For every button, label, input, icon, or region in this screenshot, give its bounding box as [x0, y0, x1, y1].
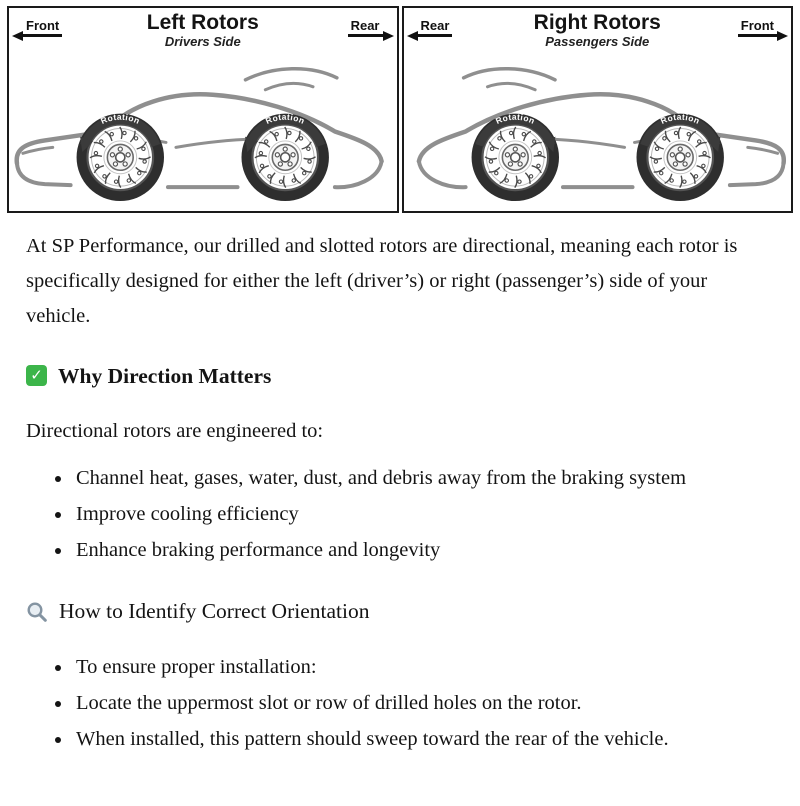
bullet-item: • Improve cooling efficiency	[73, 497, 736, 532]
right-arrow-icon	[777, 31, 788, 41]
orientation-bullet-list	[26, 650, 774, 757]
magnifier-icon	[26, 601, 48, 623]
page	[0, 6, 800, 806]
section-heading-why-direction-matters	[26, 358, 774, 395]
direction-label-text: Rear	[350, 18, 380, 33]
panel-subtitle: Passengers Side	[545, 34, 650, 50]
bullet-item: • When installed, this pattern should sweep toward the rear of the vehicle.	[73, 722, 736, 757]
section-heading-identify-orientation	[26, 593, 774, 630]
panel-left-header	[9, 8, 397, 54]
check-glyph: ✓	[30, 366, 43, 385]
rear-wheel-rotor	[241, 112, 328, 201]
car-body-mirrored	[418, 69, 783, 201]
rotation-label: Rotation	[263, 111, 307, 127]
intro-paragraph: At SP Performance, our drilled and slotted rotors are directional, meaning each rotor is specifically designed for either the left (driver’s) or right (passenger’s) side of your vehicle.	[26, 234, 738, 327]
section-heading-text: Why Direction Matters	[58, 363, 272, 388]
bullet-item: • Locate the uppermost slot or row of drilled holes on the rotor.	[73, 686, 736, 721]
rotation-label: Rotation	[658, 111, 702, 127]
rotation-label: Rotation	[99, 111, 142, 127]
front-direction-label	[23, 18, 62, 37]
benefits-bullet-list	[26, 461, 774, 568]
front-wheel-rotor	[77, 112, 164, 201]
bullet-item: • To ensure proper installation:	[73, 650, 736, 685]
bullet-item: • Enhance braking performance and longevity	[73, 533, 736, 568]
rotation-label: Rotation	[493, 111, 537, 127]
section-heading-text: How to Identify Correct Orientation	[59, 599, 370, 624]
diagram-panel-left	[7, 6, 399, 213]
left-arrow-icon	[407, 31, 418, 41]
right-arrow-icon	[383, 31, 394, 41]
front-direction-label	[738, 18, 777, 37]
direction-label-text: Front	[26, 18, 60, 33]
panel-subtitle: Drivers Side	[164, 34, 241, 50]
rotor-direction-diagram	[7, 6, 793, 213]
check-icon	[26, 365, 47, 386]
bullet-item: • Channel heat, gases, water, dust, and debris away from the braking system	[73, 461, 736, 496]
lead-paragraph: Directional rotors are engineered to:	[26, 420, 324, 443]
direction-label-text: Front	[740, 18, 774, 33]
rear-direction-label	[418, 18, 453, 37]
panel-left-titles	[9, 8, 397, 49]
car-illustration-left	[9, 54, 397, 211]
car-illustration-right	[404, 54, 792, 211]
direction-label-text: Rear	[420, 18, 450, 33]
diagram-panel-right	[402, 6, 794, 213]
article-body	[0, 213, 800, 757]
left-arrow-icon	[12, 31, 23, 41]
rear-direction-label	[348, 18, 383, 37]
panel-right-header	[404, 8, 792, 54]
panel-title: Left Rotors	[146, 11, 259, 34]
panel-right-titles	[404, 8, 792, 49]
panel-title: Right Rotors	[533, 11, 661, 34]
